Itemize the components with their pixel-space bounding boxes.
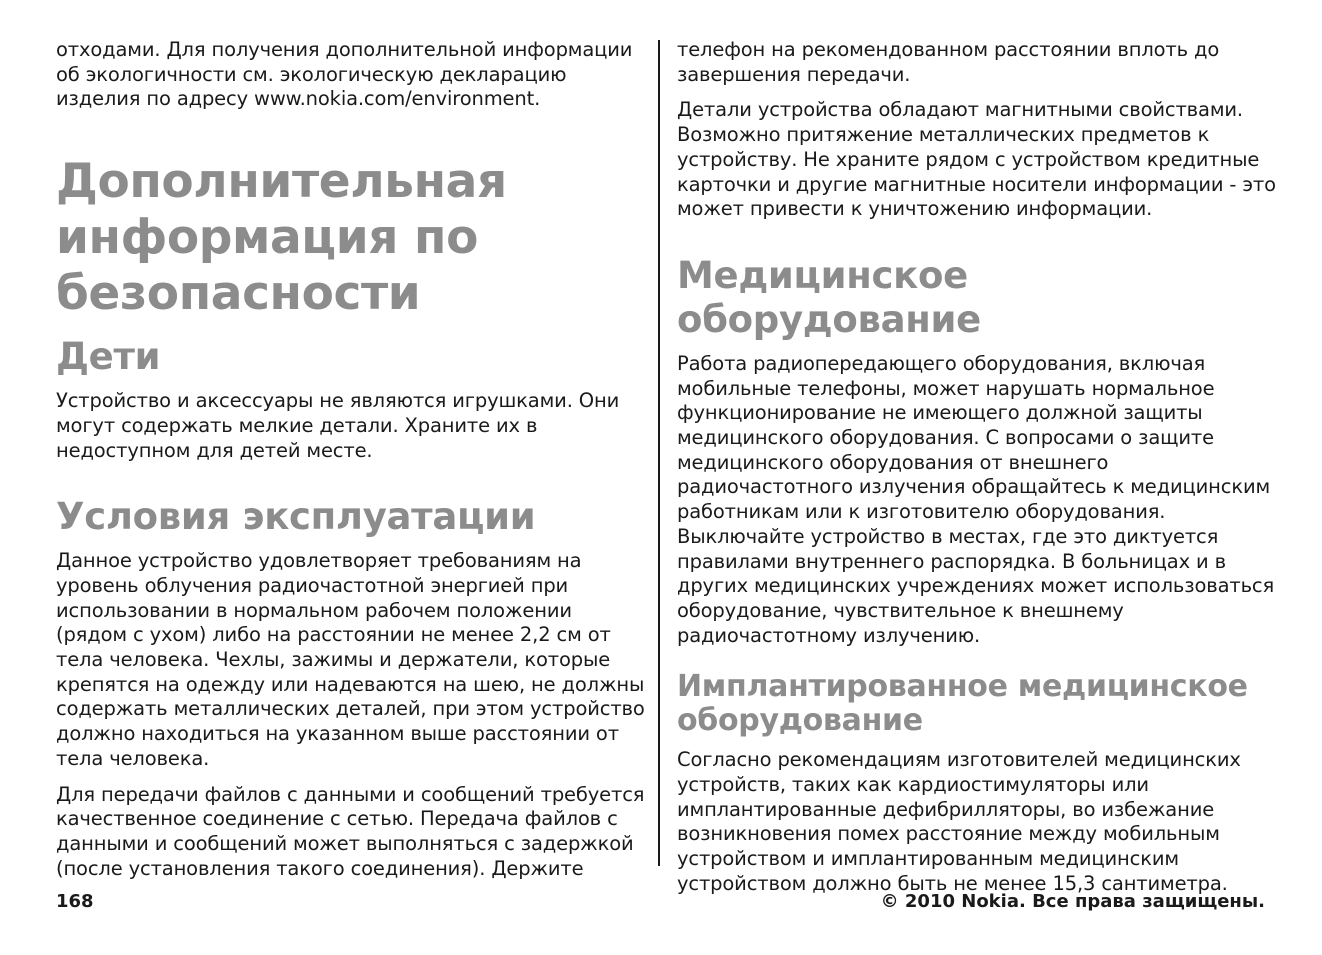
page-number: 168	[56, 891, 94, 912]
operating-paragraph-1: Данное устройство удовлетворяет требованиям на уровень облучения радиочастотной энергией при использовании в нормальном рабочем положении (рядом с ухом) либо на расстоянии не менее 2,2 см от тела человека. Чехлы, зажимы и держатели, которые крепятся на одежду или надеваются на шею, не должны содержать металлических деталей, при этом устройство должно находиться на указанном выше расстоянии от тела человека.	[56, 549, 645, 770]
operating-paragraph-2: Для передачи файлов с данными и сообщений требуется качественное соединение с сетью. Передача файлов с данными и сообщений может выполняться с задержкой (после установления такого соединения). Держите	[56, 782, 645, 880]
implanted-paragraph: Согласно рекомендациям изготовителей медицинских устройств, таких как кардиостимуляторы или имплантированные дефибрилляторы, во избежание возникновения помех расстояние между мобильным устройством и имплантированным медицинским устройством должно быть не менее 15,3 сантиметра.	[677, 748, 1241, 895]
intro-paragraph: отходами. Для получения дополнительной информации об экологичности см. экологическую декларацию изделия по адресу www.nokia.com/environment.	[56, 38, 633, 111]
operating-heading: Условия эксплуатации	[56, 495, 536, 539]
right-column	[677, 38, 1277, 897]
implanted-heading: Имплантированное медицинское оборудование	[677, 669, 1248, 739]
column-divider	[658, 40, 660, 866]
medical-heading: Медицинское оборудование	[677, 253, 981, 341]
copyright-notice: © 2010 Nokia. Все права защищены.	[880, 891, 1265, 912]
medical-paragraph: Работа радиопередающего оборудования, включая мобильные телефоны, может нарушать нормальное функционирование не имеющего должной защиты медицинского оборудования. С вопросами о защите медицинского оборудования от внешнего радиочастотного излучения обращайтесь к медицинским работникам или к изготовителю оборудования. Выключайте устройство в местах, где это диктуется правилами внутреннего распорядка. В больницах и в других медицинских учреждениях может использоваться оборудование, чувствительное к внешнему радиочастотному излучению.	[677, 351, 1275, 647]
left-column	[56, 38, 648, 881]
main-title: Дополнительная информация по безопасности	[56, 154, 507, 322]
children-heading: Дети	[56, 335, 161, 379]
children-paragraph: Устройство и аксессуары не являются игрушками. Они могут содержать мелкие детали. Храните их в недоступном для детей месте.	[56, 389, 620, 462]
magnetic-paragraph: Детали устройства обладают магнитными свойствами. Возможно притяжение металлических предметов к устройству. Не храните рядом с устройством кредитные карточки и другие магнитные носители информации - это может привести к уничтожению информации.	[677, 98, 1276, 221]
continuation-paragraph: телефон на рекомендованном расстоянии вплоть до завершения передачи.	[677, 38, 1220, 86]
